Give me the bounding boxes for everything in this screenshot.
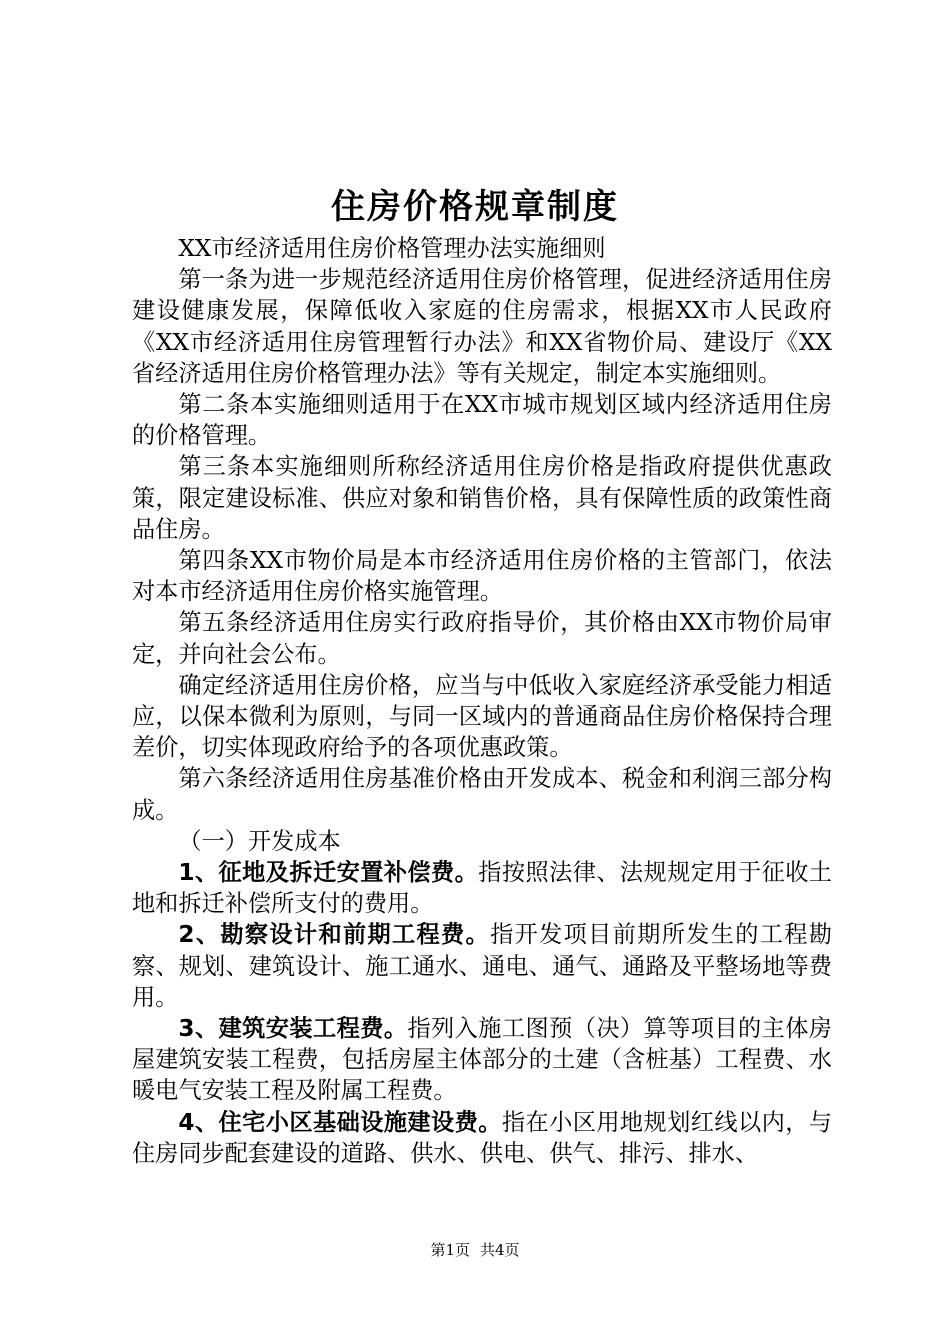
list-item	[132, 1013, 832, 1107]
page-number: 第1页	[430, 1241, 470, 1259]
list-item-label: 1、征地及拆迁安置补偿费。	[178, 859, 479, 887]
list-item-label: 4、住宅小区基础设施建设费。	[178, 1108, 502, 1136]
list-item-label: 3、建筑安装工程费。	[178, 1015, 408, 1043]
list-item-text: 指列入施工图预（决）算等项目的主体房屋建筑安装工程费，包括房屋主体部分的土建（含桩基）工程费、水暖电气安装工程及附属工程费。	[132, 1015, 832, 1105]
document-subtitle: XX市经济适用住房价格管理办法实施细则	[178, 235, 606, 262]
list-item	[132, 857, 832, 919]
paragraph-4: 第四条XX市物价局是本市经济适用住房价格的主管部门，依法对本市经济适用住房价格实施管理。	[132, 547, 832, 606]
paragraph-6: 确定经济适用住房价格，应当与中低收入家庭经济承受能力相适应，以保本微利为原则，与同一区域内的普通商品住房价格保持合理差价，切实体现政府给予的各项优惠政策。	[132, 671, 832, 762]
list-item-text: 指开发项目前期所发生的工程勘察、规划、建筑设计、施工通水、通电、通气、通路及平整场地等费用。	[132, 921, 832, 1011]
section-heading: （一）开发成本	[178, 827, 341, 855]
paragraph-2: 第二条本实施细则适用于在XX市城市规划区域内经济适用住房的价格管理。	[132, 391, 832, 450]
document-body	[132, 233, 832, 1169]
list-item-label: 2、勘察设计和前期工程费。	[178, 921, 491, 949]
page-footer	[0, 1240, 950, 1260]
paragraph-3: 第三条本实施细则所称经济适用住房价格是指政府提供优惠政策，限定建设标准、供应对象和销售价格，具有保障性质的政策性商品住房。	[132, 453, 832, 543]
paragraph-7: 第六条经济适用住房基准价格由开发成本、税金和利润三部分构成。	[132, 765, 832, 824]
paragraph-1: 第一条为进一步规范经济适用住房价格管理，促进经济适用住房建设健康发展，保障低收入家庭的住房需求，根据XX市人民政府《XX市经济适用住房管理暂行办法》和XX省物价局、建设厅《XX省经济适用住房价格管理办法》等有关规定，制定本实施细则。	[132, 266, 832, 387]
paragraph-5: 第五条经济适用住房实行政府指导价，其价格由XX市物价局审定，并向社会公布。	[132, 609, 832, 668]
list-item	[132, 919, 832, 1013]
page-total: 共4页	[480, 1241, 520, 1259]
list-item-text: 指在小区用地规划红线以内，与住房同步配套建设的道路、供水、供电、供气、排污、排水、	[132, 1108, 832, 1167]
document-title: 住房价格规章制度	[331, 187, 619, 227]
list-item-text: 指按照法律、法规规定用于征收土地和拆迁补偿所支付的费用。	[132, 859, 832, 918]
list-item	[132, 1107, 832, 1169]
